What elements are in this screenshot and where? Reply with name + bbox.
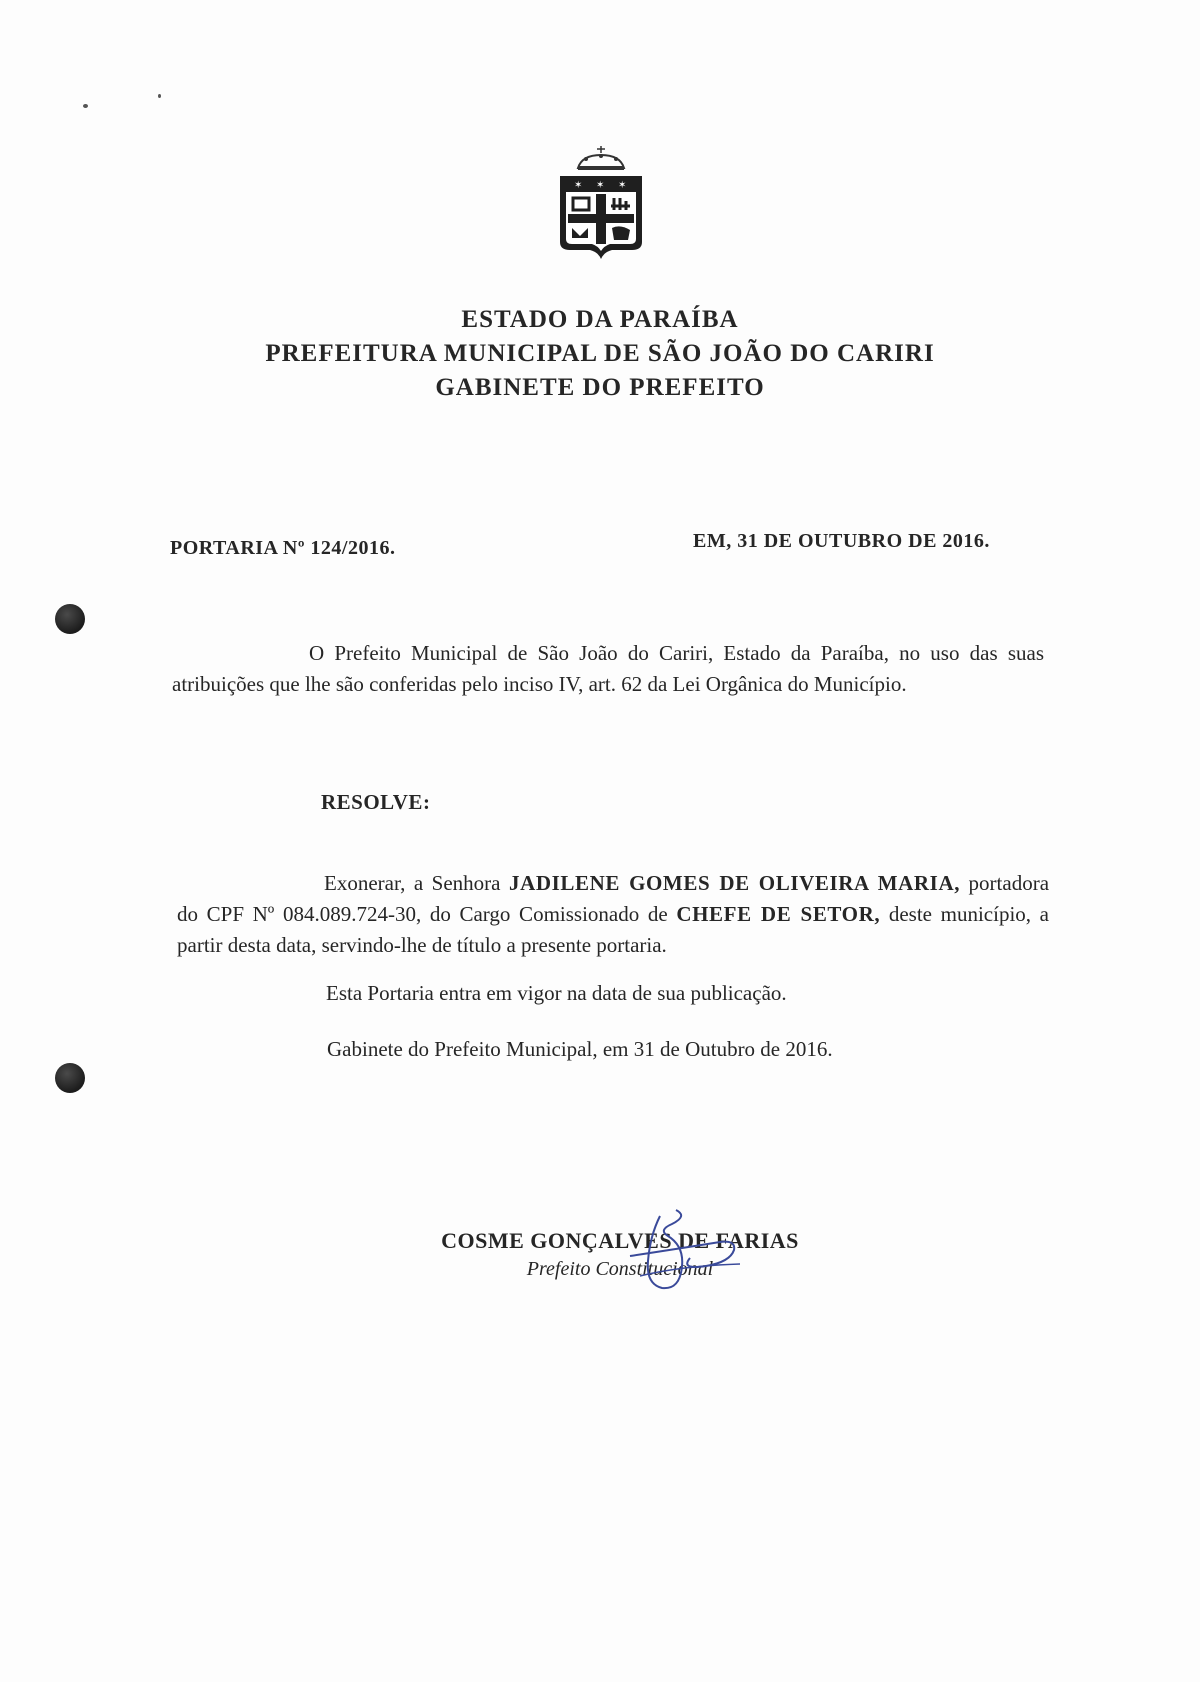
state-header: ESTADO DA PARAÍBA xyxy=(461,306,739,333)
signatory-title: Prefeito Constitucional xyxy=(526,1258,714,1280)
scan-speck xyxy=(158,94,161,98)
article1-closing-text: deste município, a partir desta data, servindo-lhe de título a presente portaria. xyxy=(177,902,1049,957)
portaria-date: EM, 31 DE OUTUBRO DE 2016. xyxy=(693,530,990,552)
role-name: CHEFE DE SETOR, xyxy=(676,902,881,926)
closing-paragraph: Gabinete do Prefeito Municipal, em 31 de Outubro de 2016. xyxy=(327,1037,833,1061)
portaria-number: PORTARIA Nº 124/2016. xyxy=(170,537,396,559)
scan-speck xyxy=(83,104,88,108)
employee-name: JADILENE GOMES DE OLIVEIRA MARIA, xyxy=(508,871,961,895)
municipality-header: PREFEITURA MUNICIPAL DE SÃO JOÃO DO CARIRI xyxy=(265,340,935,367)
article1-intro: Exonerar, a Senhora xyxy=(324,871,509,895)
signatory-name: COSME GONÇALVES DE FARIAS xyxy=(441,1228,799,1253)
handwritten-signature-icon xyxy=(610,1206,750,1296)
office-header: GABINETE DO PREFEITO xyxy=(435,374,765,401)
exoneration-paragraph xyxy=(177,868,1049,961)
punch-hole-top xyxy=(55,604,85,634)
article1-cpf-text: portadora do CPF Nº 084.089.724-30, do Cargo Comissionado de xyxy=(177,871,1050,926)
coat-of-arms-icon xyxy=(558,146,644,262)
svg-text:✶: ✶ xyxy=(596,180,605,191)
resolve-heading: RESOLVE: xyxy=(321,790,431,814)
effective-date-paragraph: Esta Portaria entra em vigor na data de sua publicação. xyxy=(326,981,787,1005)
preamble-paragraph: O Prefeito Municipal de São João do Cariri, Estado da Paraíba, no uso das suas atribuições que lhe são conferidas pelo inciso IV, art. 62 da Lei Orgânica do Município. xyxy=(172,641,1044,696)
punch-hole-bottom xyxy=(55,1063,85,1093)
svg-text:✶: ✶ xyxy=(574,180,583,191)
svg-text:✶: ✶ xyxy=(618,180,627,191)
